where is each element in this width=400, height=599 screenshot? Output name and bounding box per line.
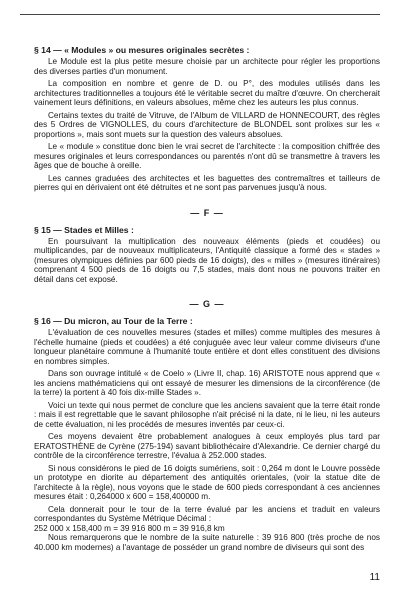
separator-g: — G — [189,299,225,309]
section-16-paragraph-5: Si nous considérons le pied de 16 doigts sumériens, soit : 0,264 m dont le Louvre possède un prototype en diorite au département des antiquités orientales, (voir la statue dite de l'architecte à la règle), nous voyons que le stade de 600 pieds correspondant à ces anciennes mesures était : 0,264000 x 600 = 158,400000 m. [34,463,380,501]
section-16-paragraph-6: Cela donnerait pour le tour de la terre évalué par les anciens et traduit en valeurs correspondantes du Système Métrique Décimal : [34,504,380,523]
section-14-heading: § 14 — « Modules » ou mesures originales secrètes : [34,45,250,55]
section-14-paragraph-4: Le « module » constitue donc bien le vrai secret de l'architecte : la composition chiffrée des mesures originales et leurs correspondances ou parentés n'ont dû se transmettre à travers les âges que de bouche à oreille. [34,142,380,170]
section-16-paragraph-2: Dans son ouvrage intitulé « de Coelo » (Livre II, chap. 16) ARISTOTE nous apprend que « les anciens mathématiciens qui ont essayé de mesurer les dimensions de la circonférence (de la terre) la portent à 40 fois dix-mille Stades ». [34,369,380,397]
page-number: 11 [369,572,380,583]
page-content [34,45,380,552]
section-14-paragraph-1: Le Module est la plus petite mesure choisie par un architecte pour régler les proportions des diverses parties d'un monument. [34,57,380,76]
section-15 [34,225,380,285]
section-14 [34,45,380,193]
section-15-heading: § 15 — Stades et Milles : [34,224,134,235]
section-16-formula: 252 000 x 158,400 m = 39 916 800 m = 39 916,8 km [34,523,225,533]
section-16-paragraph-1: L'évaluation de ces nouvelles mesures (stades et milles) comme multiples des mesures à l'échelle humaine (pieds et coudées) a été conjuguée avec leur valeur comme diviseurs d'une longueur planétaire commune à l'humanité toute entière et dont elles constituent des divisions en nombres simples. [34,328,380,366]
section-16-paragraph-7: Nous remarquerons que le nombre de la suite naturelle : 39 916 800 (très proche de nos 40.000 km modernes) a l'avantage de posséder un grand nombre de diviseurs qui sont des [34,533,380,552]
section-16-paragraph-4: Ces moyens devaient être probablement analogues à ceux employés plus tard par ERATOSTHÈNE de Cyrène (275-194) savant bibliothécaire d'Alexandrie. Ce dernier chargé du contrôle de la circonférence terrestre, l'évalua à 252.000 stades. [34,432,380,460]
top-rule [20,14,380,15]
section-14-paragraph-3: Certains textes du traité de Vitruve, de l'Album de VILLARD de HONNECOURT, des règles des 5 Ordres de VIGNOLLES, du cours d'architecture de BLONDEL sont prolixes sur les « proportions », mais sont muets sur la question des valeurs absolues. [34,110,380,139]
section-14-paragraph-2: La composition en nombre et genre de D. ou P°, des modules utilisés dans les architectures traditionnelles a toujours été le véritable secret du maître d'œuvre. On chercherait vainement leurs définitions, en valeurs absolues, même chez les auteurs les plus connus. [34,79,380,107]
section-14-paragraph-5: Les cannes graduées des architectes et les baguettes des contremaîtres et tailleurs de pierres qui en dérivaient ont été détruites et ne sont pas parvenues jusqu'à nous. [34,173,380,192]
section-15-paragraph-1: En poursuivant la multiplication des nouveaux éléments (pieds et coudées) ou multiplicandes, par de nouveaux multiplicateurs, l'Antiquité classique a formé des « stades » (mesures olympiques définies par 600 pieds de 16 doigts), des « milles » (mesures itinéraires) comprenant 4 500 pieds de 16 doigts ou 7,5 stades, mais dont nous ne pouvons traiter en détail dans cet exposé. [34,236,380,284]
section-16 [34,316,380,552]
section-16-heading: § 16 — Du micron, au Tour de la Terre : [34,316,193,326]
section-16-paragraph-3: Voici un texte qui nous permet de conclure que les anciens savaient que la terre était ronde : mais il est regrettable que le savant philosophe n'ait précisé ni la date, ni le lieu, ni les auteurs de cette évaluation, ni les procédés de mesures inventés par ceux-ci. [34,400,380,429]
separator-f: — F — [190,207,224,218]
